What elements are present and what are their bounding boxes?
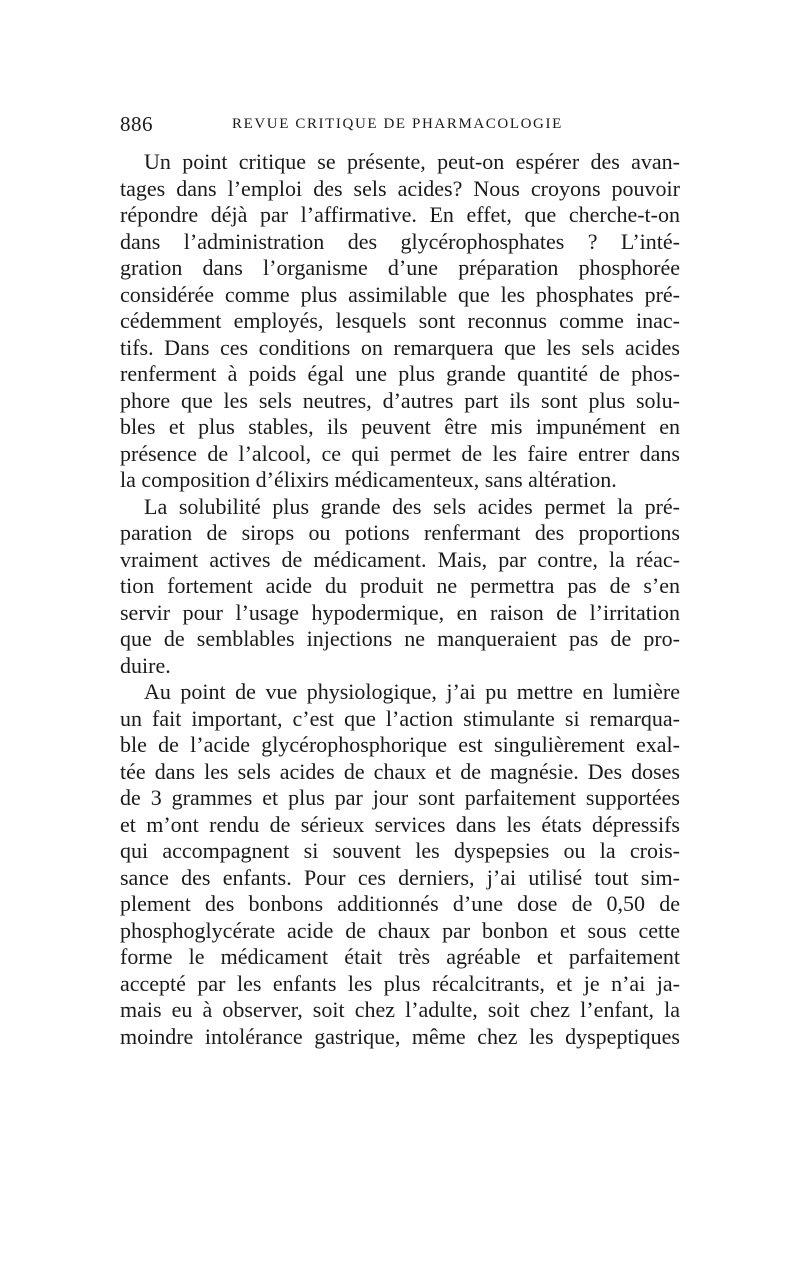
text-line: La solubilité plus grande des sels acides permet la pré- (144, 493, 680, 519)
text-line: phosphoglycérate acide de chaux par bonbon et sous cette (120, 917, 680, 943)
text-line: tion fortement acide du produit ne permettra pas de s’en (120, 573, 680, 598)
text-line: gration dans l’organisme d’une préparation phosphorée (120, 255, 680, 280)
text-line: sance des enfants. Pour ces derniers, j’ai utilisé tout sim- (120, 864, 680, 890)
text-line: présence de l’alcool, ce qui permet de les faire entrer dans (120, 440, 680, 466)
text-line: phore que les sels neutres, d’autres part ils sont plus solu- (120, 387, 680, 413)
text-line: duire. (120, 652, 171, 678)
text-line: forme le médicament était très agréable et parfaitement (120, 944, 680, 969)
text-line: tée dans les sels acides de chaux et de magnésie. Des doses (120, 758, 680, 784)
text-line: dans l’administration des glycérophosphates ? L’inté- (120, 228, 680, 254)
text-line: accepté par les enfants les plus récalcitrants, et je n’ai ja- (120, 970, 680, 996)
text-line: qui accompagnent si souvent les dyspepsies ou la crois- (120, 838, 680, 863)
text-line: la composition d’élixirs médicamenteux, sans altération. (120, 467, 617, 492)
text-line: de 3 grammes et plus par jour sont parfaitement supportées (120, 785, 680, 810)
text-line: vraiment actives de médicament. Mais, par contre, la réac- (120, 546, 680, 572)
text-line: cédemment employés, lesquels sont reconnus comme inac- (120, 308, 680, 333)
text-line: et m’ont rendu de sérieux services dans les états dépressifs (120, 811, 680, 837)
text-line: un fait important, c’est que l’action stimulante si remarqua- (120, 705, 680, 731)
text-line: Un point critique se présente, peut-on espérer des avan- (144, 149, 680, 174)
text-line: mais eu à observer, soit chez l’adulte, soit chez l’enfant, la (120, 997, 680, 1022)
body-text (120, 149, 680, 1050)
running-title: REVUE CRITIQUE DE PHARMACOLOGIE (232, 116, 563, 132)
text-line: Au point de vue physiologique, j’ai pu mettre en lumière (144, 679, 680, 704)
text-line: considérée comme plus assimilable que les phosphates pré- (120, 281, 680, 307)
text-line: bles et plus stables, ils peuvent être mis impunément en (120, 414, 680, 439)
text-line: tages dans l’emploi des sels acides? Nous croyons pouvoir (120, 175, 680, 201)
text-line: ble de l’acide glycérophosphorique est singulièrement exal- (120, 732, 680, 757)
text-line: que de semblables injections ne manqueraient pas de pro- (120, 626, 680, 651)
text-line: paration de sirops ou potions renfermant des proportions (120, 520, 680, 545)
text-line: plement des bonbons additionnés d’une dose de 0,50 de (120, 891, 680, 916)
text-line: servir pour l’usage hypodermique, en raison de l’irritation (120, 599, 680, 625)
page-number: 886 (120, 112, 153, 136)
text-line: renferment à poids égal une plus grande quantité de phos- (120, 361, 680, 386)
text-line: répondre déjà par l’affirmative. En effet, que cherche-t-on (120, 202, 680, 227)
running-head (120, 112, 680, 138)
text-line: moindre intolérance gastrique, même chez les dyspeptiques (120, 1023, 680, 1049)
text-line: tifs. Dans ces conditions on remarquera que les sels acides (120, 334, 680, 360)
